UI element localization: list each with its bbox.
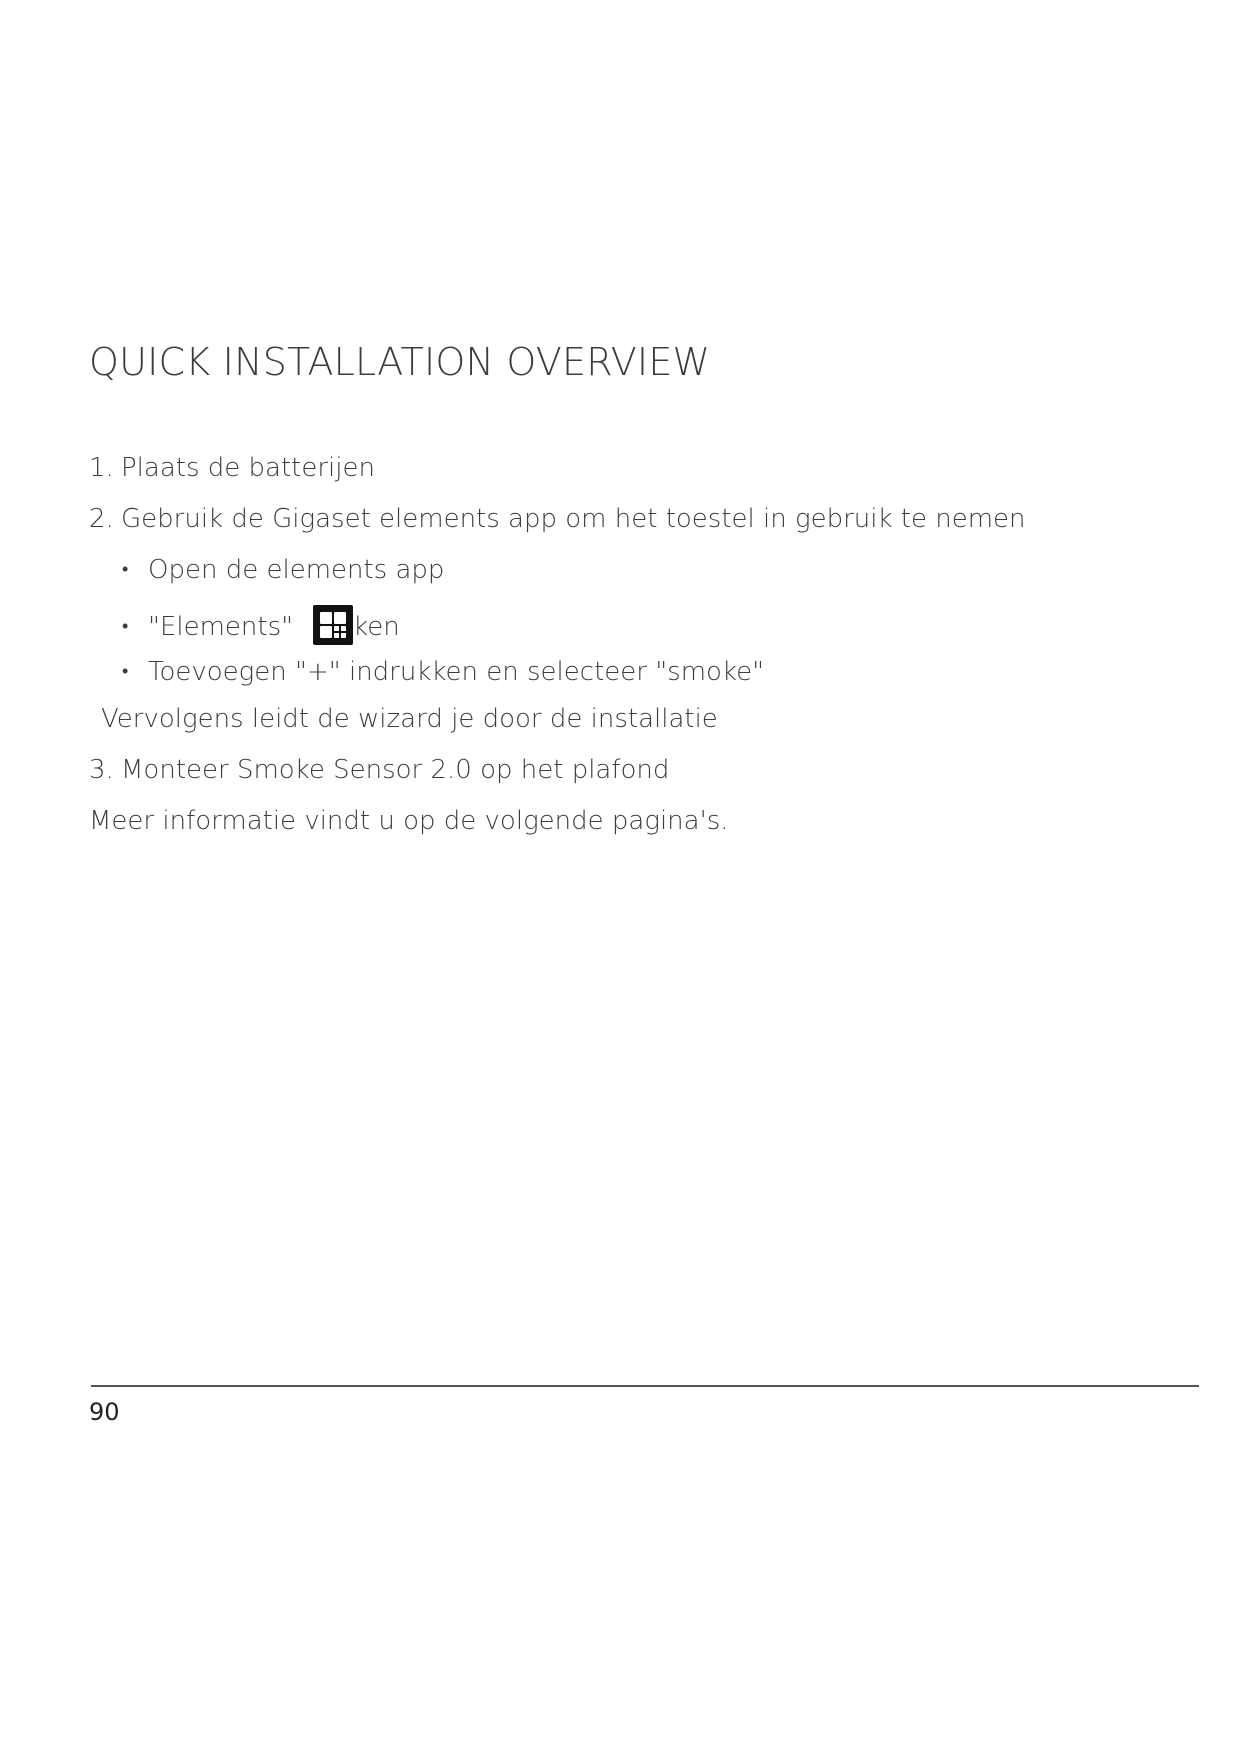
elements-grid-icon [313,605,353,645]
step-number: 2. [89,504,114,534]
bullet-dot: • [122,661,129,682]
bullet-2 [122,605,400,645]
bullet-text: Open de elements app [148,555,445,585]
step-text: Monteer Smoke Sensor 2.0 op het plafond [121,755,670,785]
bullet-dot: • [122,616,129,637]
bullet-dot: • [122,559,129,580]
step-2 [89,503,1026,535]
step-text: Plaats de batterijen [121,453,375,483]
wizard-note: Vervolgens leidt de wizard je door de installatie [101,704,718,734]
step-number: 3. [89,755,114,785]
bullet-1 [122,554,444,586]
bullet-text: Toevoegen "+" indrukken en selecteer "smoke" [148,657,765,687]
page-title: QUICK INSTALLATION OVERVIEW [89,340,711,384]
step-1 [89,452,375,484]
bullet-text-after: ken [353,612,400,642]
footer-divider [91,1385,1199,1387]
bullet-3 [122,656,764,688]
page-number: 90 [89,1398,120,1426]
bullet-text-before: "Elements" [148,612,294,642]
step-number: 1. [89,453,114,483]
step-3 [89,754,669,786]
step-text: Gebruik de Gigaset elements app om het toestel in gebruik te nemen [121,504,1026,534]
more-info-text: Meer informatie vindt u op de volgende pagina's. [89,806,729,836]
